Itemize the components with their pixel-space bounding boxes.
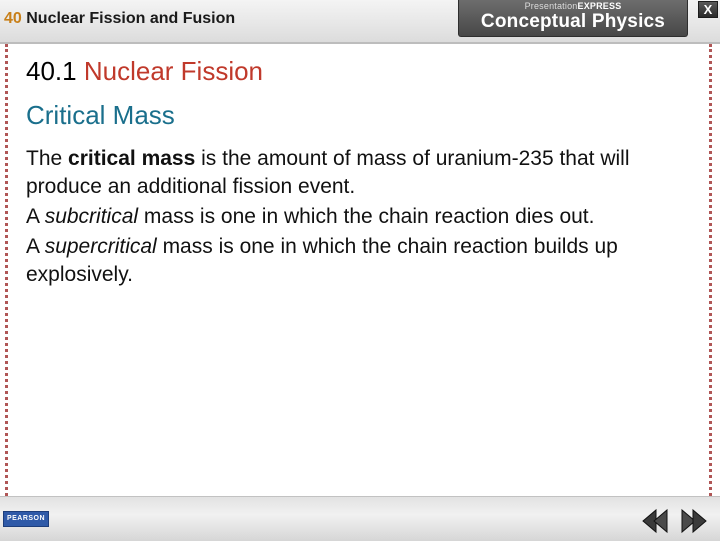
paragraph-subcritical <box>26 203 646 231</box>
paragraph-text: A <box>26 205 45 228</box>
section-number: 40.1 <box>26 56 77 86</box>
paragraph-text: mass is one in which the chain reaction builds up explosively. <box>26 235 618 286</box>
dotted-border-right <box>709 44 712 496</box>
slide-subheading: Critical Mass <box>26 100 175 130</box>
paragraph-critical-mass <box>26 145 646 201</box>
term-subcritical: subcritical <box>44 205 139 228</box>
chapter-title <box>4 10 235 28</box>
paragraph-text: A <box>26 235 45 258</box>
brand-tagline-prefix: Presentation <box>524 1 578 11</box>
dotted-border-left <box>5 44 8 496</box>
next-slide-button[interactable] <box>679 507 709 535</box>
section-heading <box>26 56 263 87</box>
brand-logo <box>458 0 688 37</box>
paragraph-text: mass is one in which the chain reaction dies out. <box>138 205 595 228</box>
previous-slide-button[interactable] <box>640 507 670 535</box>
term-supercritical: supercritical <box>44 235 157 258</box>
paragraph-text: The <box>26 147 69 170</box>
back-arrow-icon <box>640 507 670 535</box>
close-button[interactable]: X <box>698 1 718 18</box>
term-critical-mass: critical mass <box>68 147 196 170</box>
brand-name: Conceptual Physics <box>480 11 666 32</box>
pearson-logo: PEARSON <box>3 511 49 527</box>
footer-bar <box>0 496 720 541</box>
section-name: Nuclear Fission <box>83 56 264 86</box>
paragraph-text: is the amount of mass of uranium-235 that will produce an additional fission event. <box>26 147 630 198</box>
chapter-name: Nuclear Fission and Fusion <box>26 10 236 27</box>
slide-body <box>26 145 646 291</box>
forward-arrow-icon <box>679 507 709 535</box>
paragraph-supercritical <box>26 233 646 289</box>
brand-tagline <box>459 1 687 11</box>
brand-tagline-bold: EXPRESS <box>577 1 622 11</box>
header-bar <box>0 0 720 44</box>
chapter-number: 40 <box>4 10 22 27</box>
